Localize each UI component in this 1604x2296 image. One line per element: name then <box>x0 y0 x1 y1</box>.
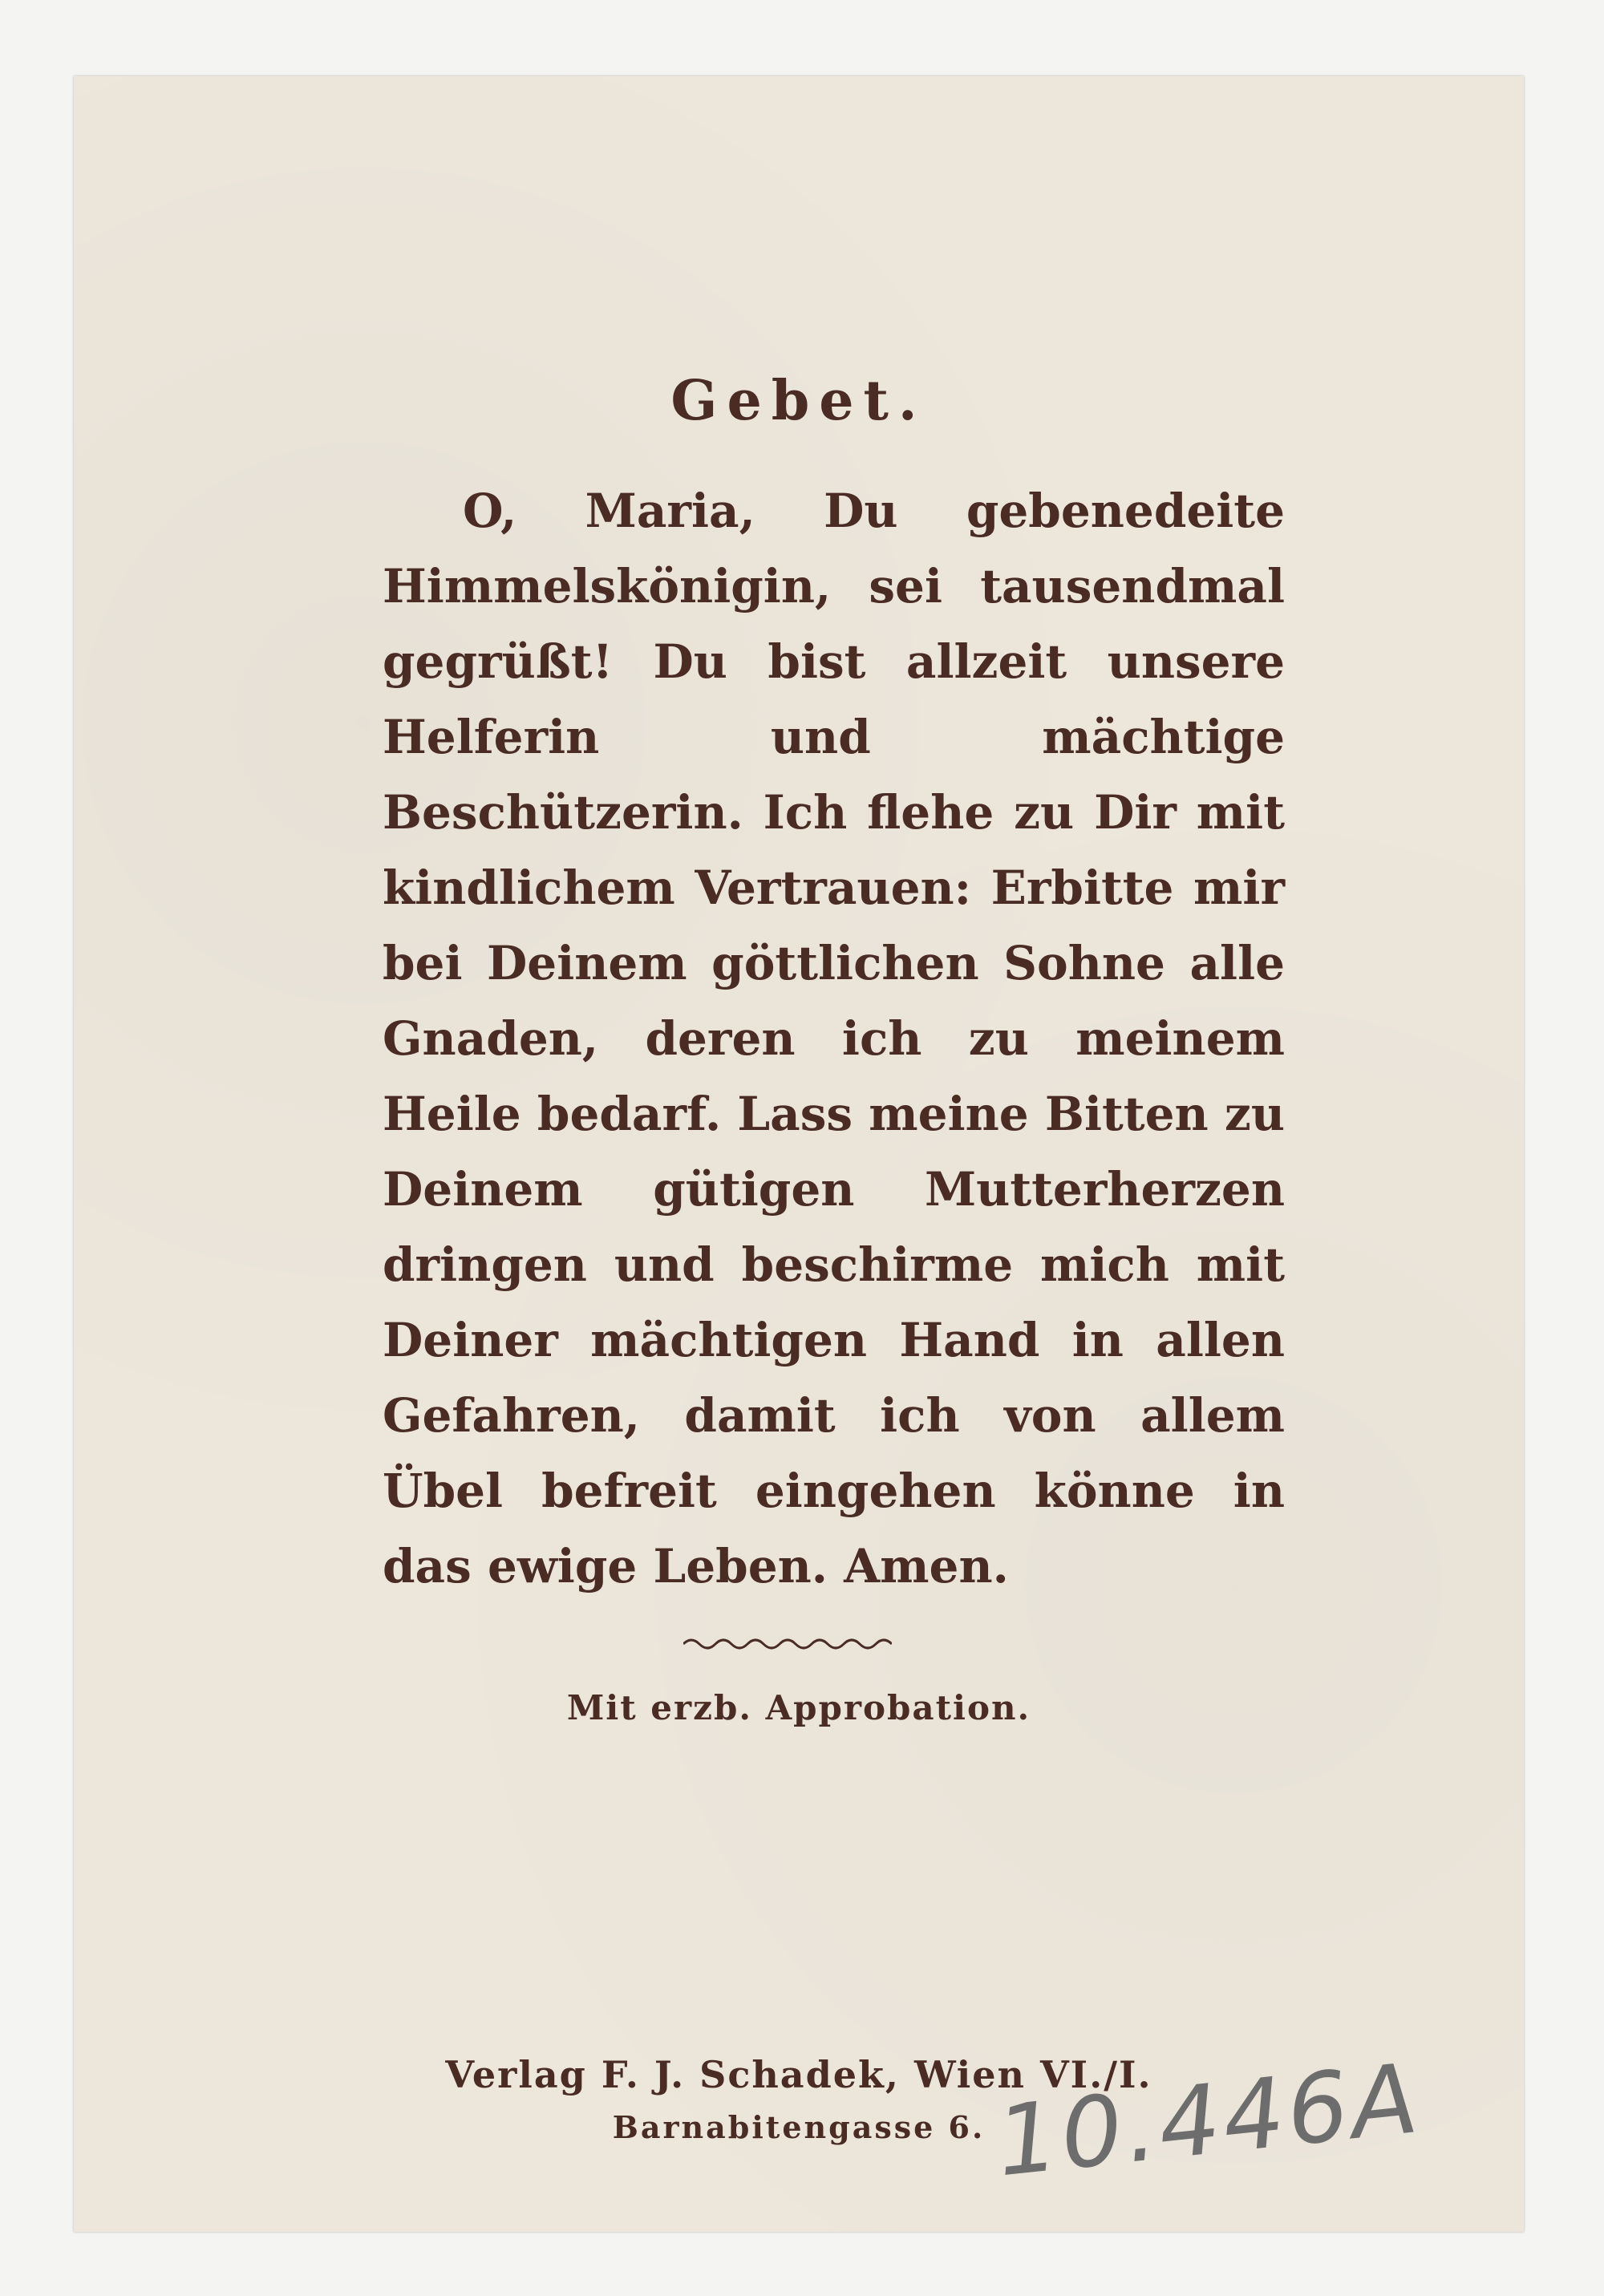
handwritten-inventory-number: 10.446A <box>991 2043 1426 2199</box>
publisher-address: Barnabitengasse 6. <box>612 2109 986 2145</box>
prayer-card <box>74 76 1524 2232</box>
prayer-text: O, Maria, Du gebenedeite Himmelskönigin, sei tausendmal gegrüßt! Du bist allzeit unsere Helferin und mächtige Beschützerin. Ich flehe zu Dir mit kindlichem Vertrauen: Erbitte mir bei Deinem göttlichen Sohne alle Gnaden, deren ich zu meinem Heile bedarf. Lass meine Bitten zu Deinem gütigen Mutterherzen dringen und beschirme mich mit Deiner mächtigen Hand in allen Gefahren, damit ich von allem Übel befreit eingehen könne in das ewige Leben. Amen. <box>383 484 1285 1593</box>
divider-ornament <box>683 1632 892 1656</box>
prayer-title: Gebet. <box>670 369 927 433</box>
approbation-note: Mit erzb. Approbation. <box>566 1688 1031 1727</box>
publisher-line: Verlag F. J. Schadek, Wien VI./I. <box>445 2053 1152 2096</box>
